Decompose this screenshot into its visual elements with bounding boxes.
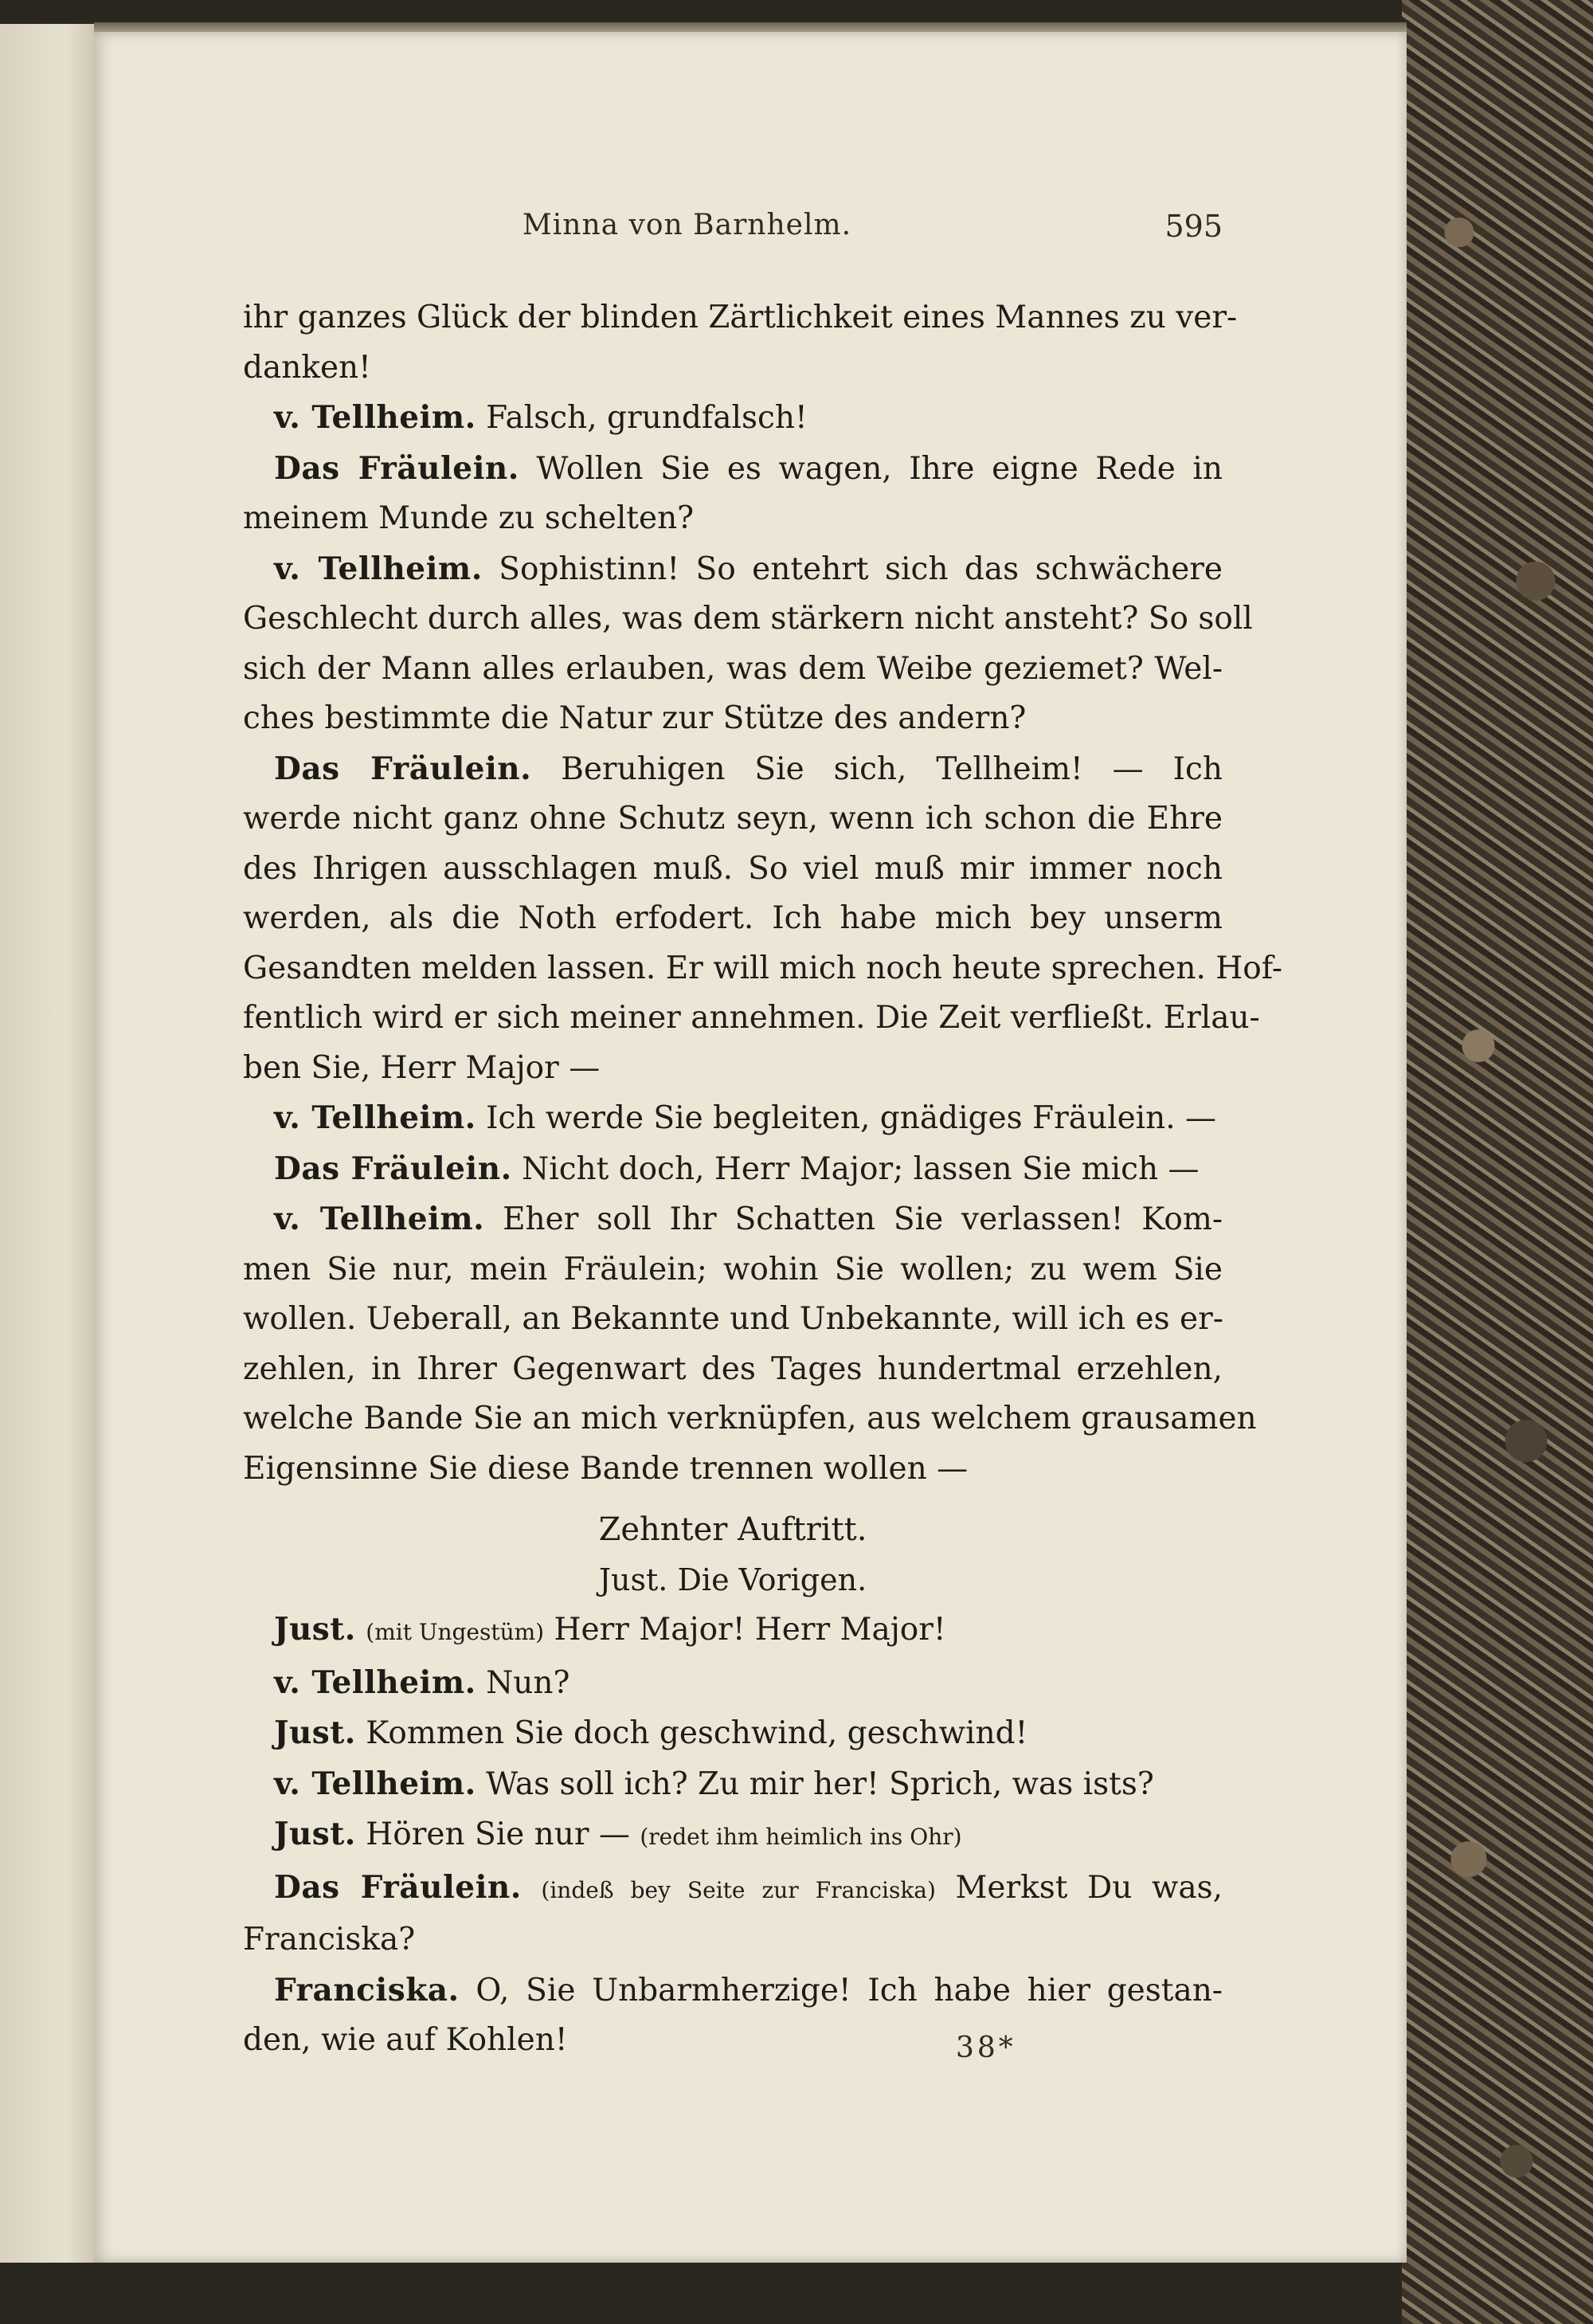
- text-line: v. Tellheim. Eher soll Ihr Schatten Sie verlassen! Kom-: [274, 1201, 1223, 1237]
- running-title: Minna von Barnhelm.: [522, 209, 852, 241]
- speaker-name: v. Tellheim.: [274, 1201, 485, 1237]
- text-line: Just. Hören Sie nur — (redet ihm heimlich ins Ohr): [274, 1816, 962, 1852]
- text-line: Eigensinne Sie diese Bande trennen wollen —: [243, 1450, 969, 1487]
- text-line: meinem Munde zu schelten?: [243, 500, 695, 536]
- text-line: v. Tellheim. Was soll ich? Zu mir her! Sprich, was ists?: [274, 1765, 1154, 1802]
- text-line: Das Fräulein. (indeß bey Seite zur Franciska) Merkst Du was,: [274, 1868, 1223, 1906]
- text-line: des Ihrigen ausschlagen muß. So viel muß mir immer noch: [243, 850, 1223, 887]
- page-header: [151, 209, 1223, 257]
- text-line: v. Tellheim. Sophistinn! So entehrt sich das schwächere: [274, 550, 1223, 587]
- speaker-name: Das Fräulein.: [274, 1150, 512, 1187]
- speaker-name: Das Fräulein.: [274, 449, 519, 487]
- speaker-name: v. Tellheim.: [274, 1765, 476, 1802]
- text-line: Franciska?: [243, 1922, 416, 1958]
- text-line: wollen. Ueberall, an Bekannte und Unbekannte, will ich es er-: [243, 1301, 1223, 1337]
- speaker-name: v. Tellheim.: [274, 1099, 476, 1136]
- text-line: Just. Kommen Sie doch geschwind, geschwind!: [274, 1715, 1028, 1751]
- text-line: ben Sie, Herr Major —: [243, 1049, 601, 1086]
- text-line: v. Tellheim. Ich werde Sie begleiten, gnädiges Fräulein. —: [274, 1099, 1217, 1136]
- marbled-cover-board: [1402, 0, 1593, 2324]
- text-line: zehlen, in Ihrer Gegenwart des Tages hundertmal erzehlen,: [243, 1350, 1223, 1387]
- text-line: Das Fräulein. Beruhigen Sie sich, Tellheim! — Ich: [274, 750, 1223, 787]
- text-line: fentlich wird er sich meiner annehmen. Die Zeit verfließt. Erlau-: [243, 1000, 1260, 1036]
- play-text: [243, 293, 1282, 2066]
- speaker-name: Just.: [274, 1715, 356, 1751]
- stage-direction: (indeß bey Seite zur Franciska): [541, 1876, 936, 1903]
- text-line: Gesandten melden lassen. Er will mich noch heute sprechen. Hof-: [243, 950, 1282, 986]
- speaker-name: Just.: [274, 1816, 356, 1852]
- text-line: v. Tellheim. Nun?: [274, 1664, 570, 1701]
- text-line: welche Bande Sie an mich verknüpfen, aus welchem grausamen: [243, 1401, 1257, 1436]
- stage-direction: (mit Ungestüm): [366, 1619, 545, 1645]
- stage-direction: (redet ihm heimlich ins Ohr): [640, 1824, 962, 1850]
- previous-page-edge: [0, 24, 96, 2263]
- text-line: Franciska. O, Sie Unbarmherzige! Ich habe hier gestan-: [274, 1971, 1223, 2009]
- text-line: werde nicht ganz ohne Schutz seyn, wenn ich schon die Ehre: [243, 801, 1223, 837]
- speaker-name: Das Fräulein.: [274, 1868, 522, 1906]
- text-line: sich der Mann alles erlauben, was dem Weibe geziemet? Wel-: [243, 650, 1223, 687]
- speaker-name: Franciska.: [274, 1971, 460, 2009]
- text-line: men Sie nur, mein Fräulein; wohin Sie wollen; zu wem Sie: [243, 1251, 1223, 1287]
- text-line: danken!: [243, 349, 371, 386]
- text-line: Das Fräulein. Wollen Sie es wagen, Ihre eigne Rede in: [274, 449, 1223, 487]
- text-line: werden, als die Noth erfodert. Ich habe mich bey unserm: [243, 900, 1223, 936]
- speaker-name: v. Tellheim.: [274, 1664, 476, 1701]
- signature-mark: 38*: [956, 2032, 1016, 2064]
- text-line: den, wie auf Kohlen!: [243, 2022, 568, 2058]
- page-number: 595: [1164, 209, 1223, 244]
- speaker-name: Das Fräulein.: [274, 750, 532, 787]
- scene-heading: Zehnter Auftritt.: [598, 1511, 867, 1548]
- text-line: Geschlecht durch alles, was dem stärkern nicht ansteht? So soll: [243, 601, 1253, 637]
- scene-characters: Just. Die Vorigen.: [598, 1562, 867, 1597]
- text-line: Just. (mit Ungestüm) Herr Major! Herr Major!: [274, 1611, 946, 1648]
- speaker-name: v. Tellheim.: [274, 399, 476, 436]
- speaker-name: v. Tellheim.: [274, 550, 483, 587]
- text-line: ches bestimmte die Natur zur Stütze des andern?: [243, 700, 1027, 736]
- text-line: ihr ganzes Glück der blinden Zärtlichkeit eines Mannes zu ver-: [243, 300, 1238, 335]
- text-line: Das Fräulein. Nicht doch, Herr Major; lassen Sie mich —: [274, 1150, 1200, 1187]
- speaker-name: Just.: [274, 1611, 356, 1648]
- text-line: v. Tellheim. Falsch, grundfalsch!: [274, 399, 808, 436]
